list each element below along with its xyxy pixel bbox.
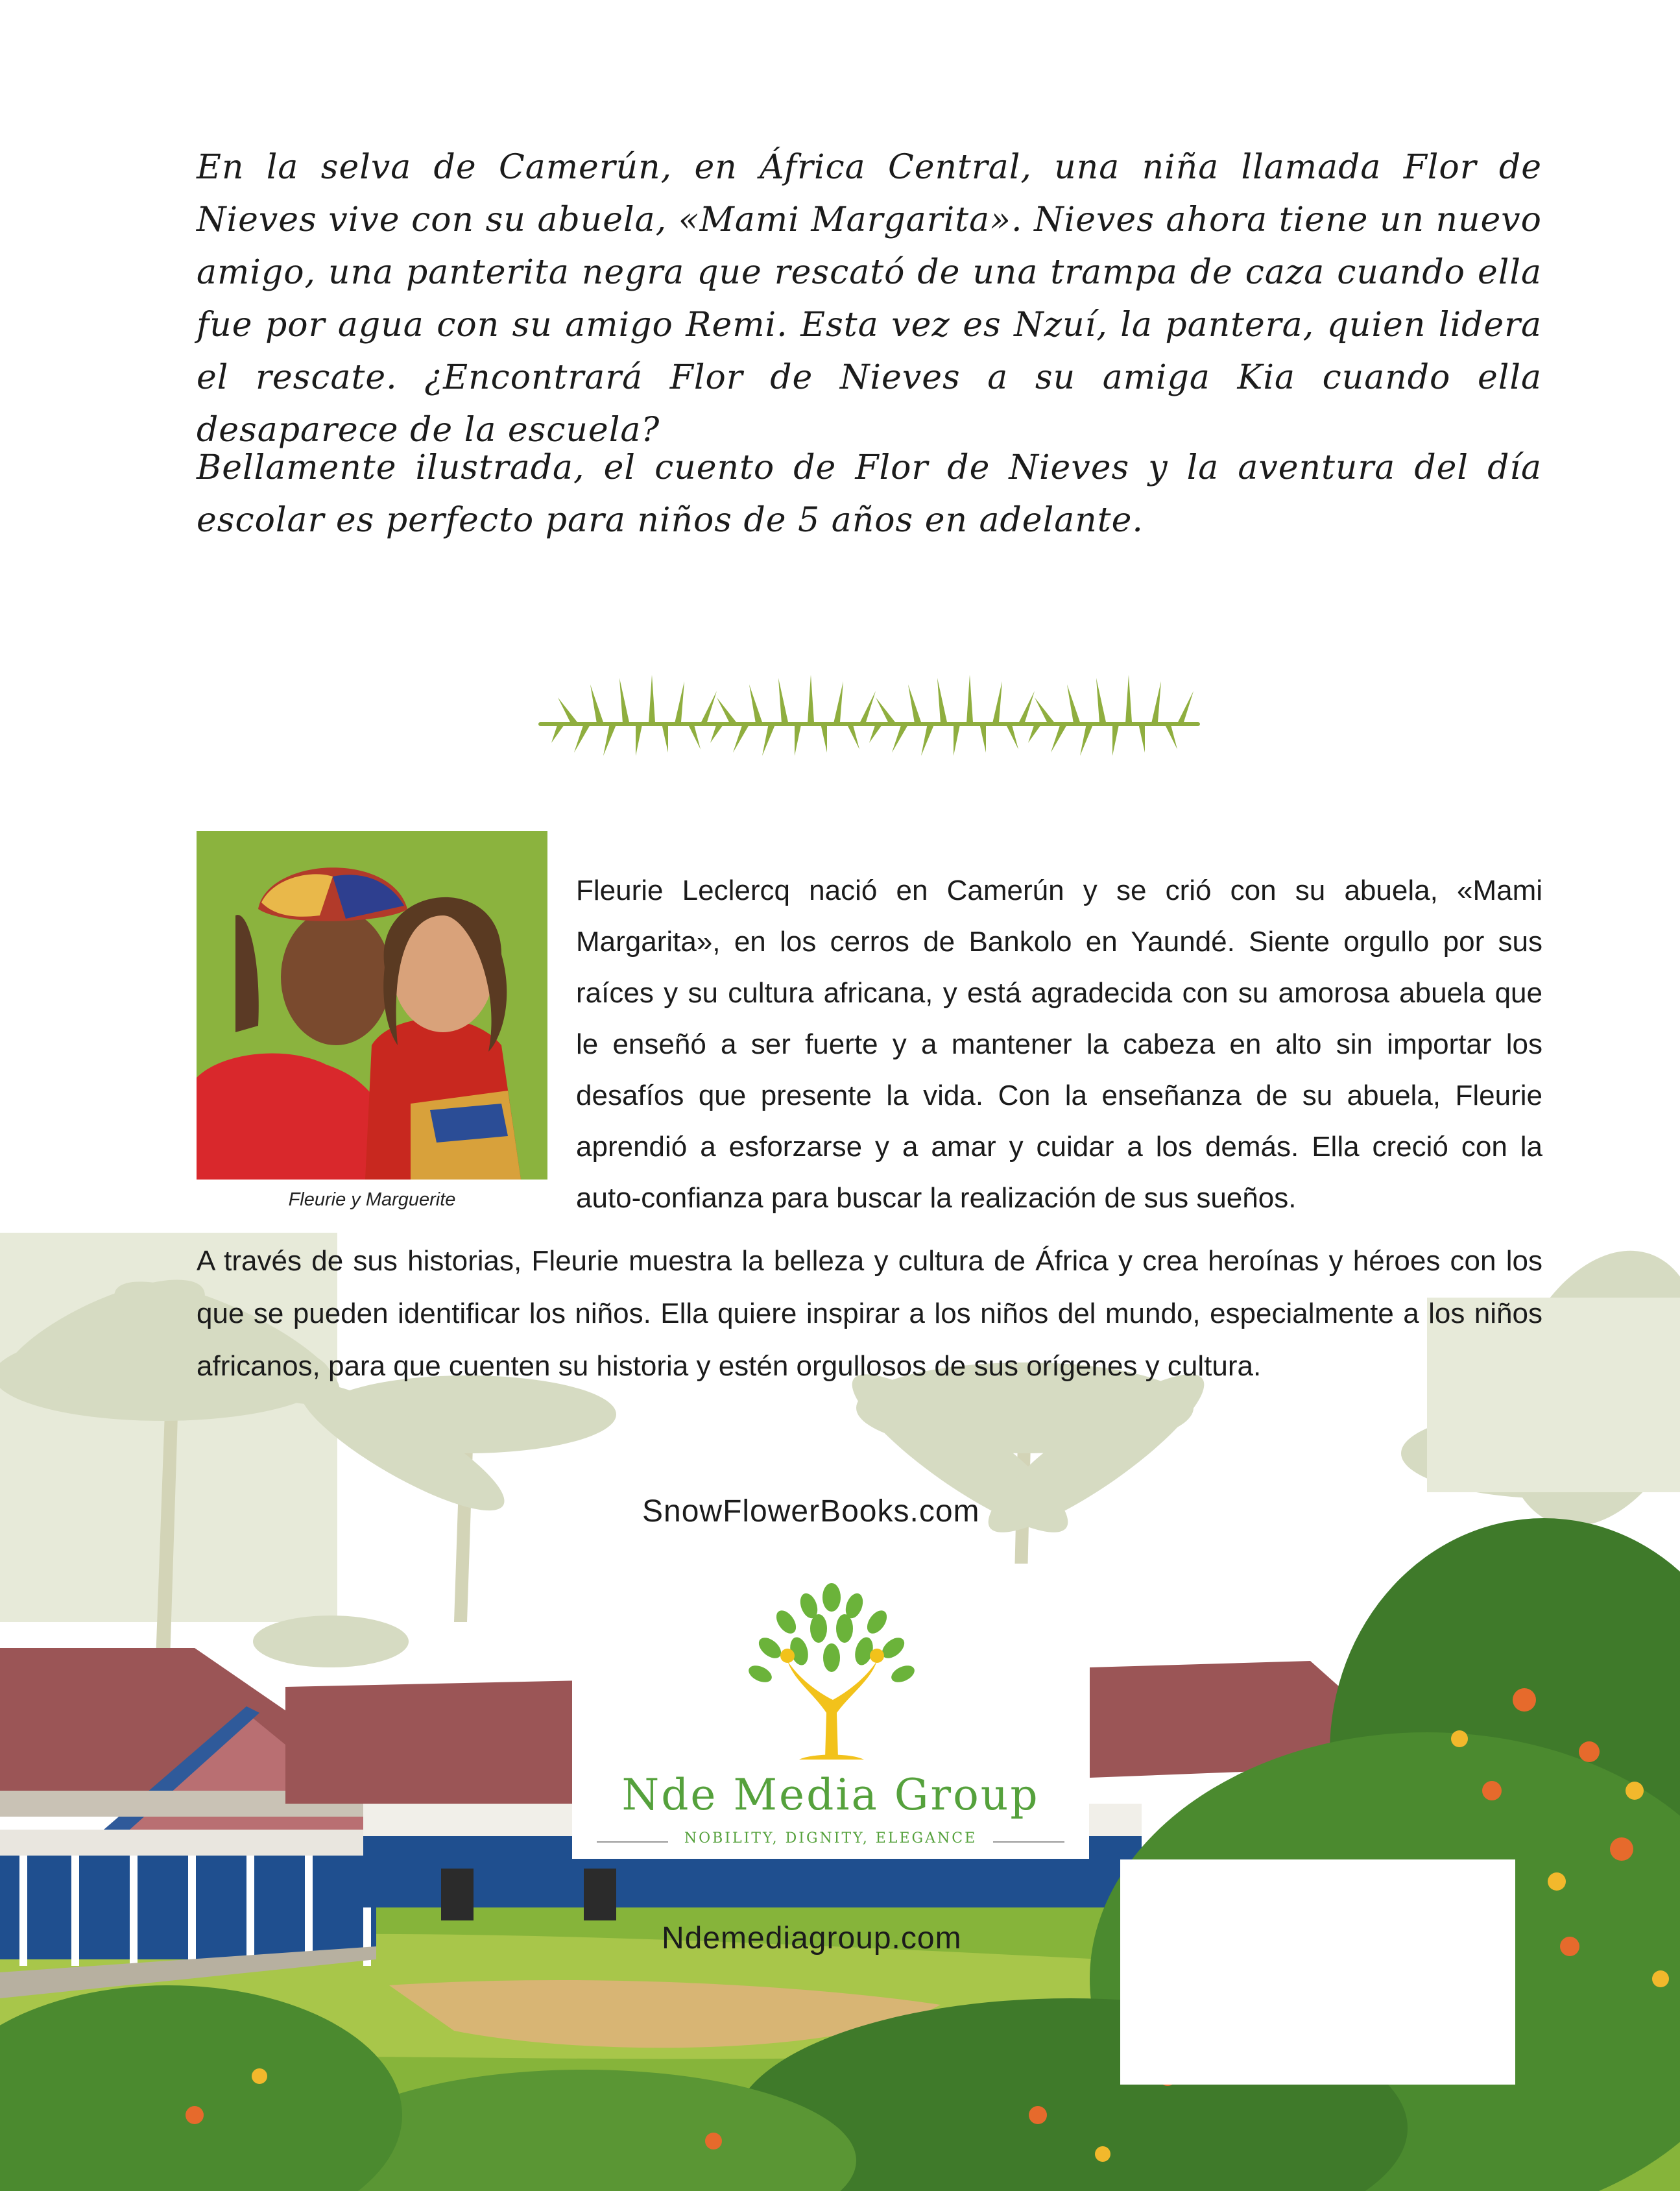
blurb-paragraph-2: Bellamente ilustrada, el cuento de Flor de Nieves y la aventura del día escolar es perfecto para niños de 5 años en adelante. [197, 448, 1542, 540]
publisher-logo [572, 1564, 1089, 1859]
palm-frond-divider [538, 646, 1200, 775]
author-bio-paragraph-2: A través de sus historias, Fleurie muestra la belleza y cultura de África y crea heroínas y héroes con los que se pueden identificar los niños. Ella quiere inspirar a los niños del mundo, especialmente a los niños africanos, para que cuenten su historia y estén orgullosos de sus orígenes y cultura. [197, 1245, 1542, 1382]
publisher-website-link[interactable]: Ndemediagroup.com [662, 1921, 962, 1955]
blurb-paragraph-1: En la selva de Camerún, en África Central, una niña llamada Flor de Nieves vive con su abuela, «Mami Margarita». Nieves ahora tiene un nuevo amigo, una panterita negra que rescató de una trampa de caza cuando ella fue por agua con su amigo Remi. Esta vez es Nzuí, la pantera, quien lidera el rescate. ¿Encontrará Flor de Nieves a su amiga Kia cuando ella desaparece de la escuela? [197, 148, 1542, 450]
barcode-placeholder [1120, 1859, 1515, 2085]
book-website-link[interactable]: SnowFlowerBooks.com [642, 1494, 980, 1529]
publisher-tagline: NOBILITY, DIGNITY, ELEGANCE [684, 1830, 978, 1846]
tree-icon [747, 1583, 916, 1765]
photo-caption: Fleurie y Marguerite [288, 1189, 456, 1210]
publisher-tagline-row [597, 1830, 1064, 1854]
publisher-name: Nde Media Group [621, 1770, 1040, 1820]
author-bio-paragraph-1: Fleurie Leclercq nació en Camerún y se crió con su abuela, «Mami Margarita», en los cerros de Bankolo en Yaundé. Siente orgullo por sus raíces y su cultura africana, y está agradecida con su amorosa abuela que le enseñó a ser fuerte y a mantener la cabeza en alto sin importar los desafíos que presente la vida. Con la enseñanza de su abuela, Fleurie aprendió a esforzarse y a amar y cuidar a los demás. Ella creció con la auto-confianza para buscar la realización de sus sueños. [576, 875, 1542, 1214]
author-photo [197, 831, 547, 1180]
fern-leaf-icon [538, 675, 1200, 756]
